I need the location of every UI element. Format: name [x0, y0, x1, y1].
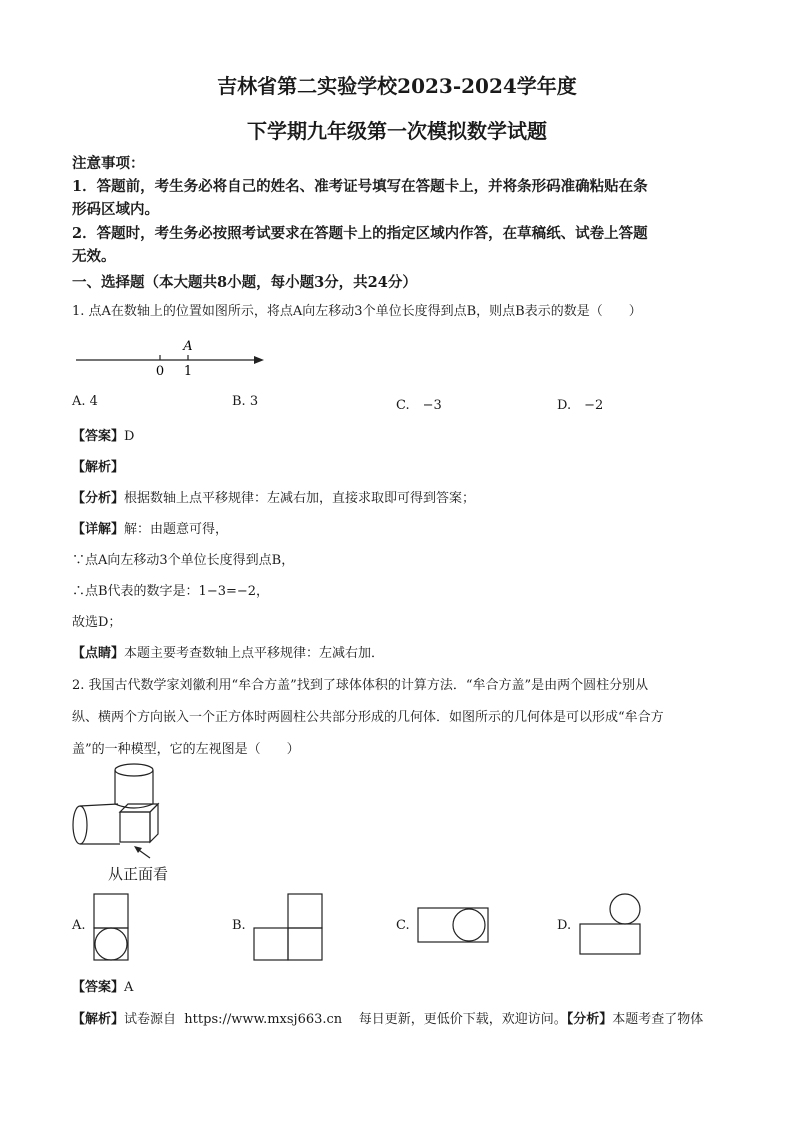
top-cylinder-ellipse [115, 764, 153, 776]
q1-therefore-line: ∴点B代表的数字是：1−3=−2， [72, 584, 270, 599]
q1-answer-value: D [124, 429, 135, 444]
q2-source-url[interactable]: https://www.mxsj663.cn [184, 1012, 343, 1027]
q2-source-text: 试卷源自 [124, 1012, 177, 1027]
cube-side-face [150, 804, 158, 842]
notice-item2-line2: 无效。 [72, 248, 116, 265]
tick-0-label: 0 [155, 364, 165, 379]
q2-analysis-tag: 【解析】 [72, 1012, 125, 1027]
page-subtitle: 下学期九年级第一次模拟数学试题 [247, 119, 547, 143]
q2-option-a-figure [92, 892, 132, 962]
q2-source-tail: 每日更新，更低价下载，欢迎访问。 [358, 1012, 567, 1027]
q1-xiangjie-text: 解：由题意可得， [124, 522, 229, 537]
q1-stem: 1. 点A在数轴上的位置如图所示，将点A向左移动3个单位长度得到点B，则点B表示的数是（ ） [72, 304, 642, 319]
section-heading: 一、选择题（本大题共8小题，每小题3分，共24分） [72, 274, 417, 291]
q2-option-d-figure [578, 892, 644, 958]
q1-option-c: C. −3 [396, 398, 442, 413]
q1-fenxi-tag: 【分析】 [72, 491, 125, 506]
q1-option-d: D. −2 [557, 398, 604, 413]
q1-dianjing-text: 本题主要考查数轴上点平移规律：左减右加． [124, 646, 385, 661]
q2-fenxi-start: 本题考查了物体 [612, 1012, 704, 1027]
notice-item2-line1: 2．答题时，考生务必按照考试要求在答题卡上的指定区域内作答，在草稿纸、试卷上答题 [72, 225, 648, 242]
q2-fenxi-tag: 【分析】 [566, 1012, 613, 1027]
q2-answer-value: A [124, 980, 134, 995]
q1-fenxi-text: 根据数轴上点平移规律：左减右加，直接求取即可得到答案； [124, 491, 476, 506]
point-a-label: A [183, 339, 193, 354]
q1-choose-line: 故选D； [72, 615, 122, 630]
q2-stem-line1: 2. 我国古代数学家刘徽利用“牟合方盖”找到了球体体积的计算方法．“牟合方盖”是由两个圆柱分别从 [72, 678, 649, 693]
side-cylinder-ellipse [73, 806, 87, 844]
q2-stem-line2: 纵、横两个方向嵌入一个正方体时两圆柱公共部分形成的几何体．如图所示的几何体是可以形成“牟合方 [72, 710, 664, 725]
q2-figure-caption: 从正面看 [108, 865, 169, 883]
q1-option-a: A. 4 [72, 394, 98, 409]
page-title: 吉林省第二实验学校2023-2024学年度 [217, 74, 577, 98]
q2-analysis-line [72, 1008, 703, 1027]
q1-answer [72, 425, 134, 444]
number-line-figure [72, 336, 272, 380]
q2-option-c-figure [416, 906, 492, 946]
tick-1-label: 1 [183, 364, 193, 379]
notice-heading: 注意事项： [72, 155, 145, 172]
q1-dianjing [72, 642, 384, 661]
q1-option-b: B. 3 [232, 394, 259, 409]
q1-analysis-tag: 【解析】 [72, 460, 125, 475]
q1-because-line: ∵点A向左移动3个单位长度得到点B， [72, 553, 295, 568]
notice-item1-line2: 形码区域内。 [72, 201, 159, 218]
q2-option-b-figure [252, 892, 324, 962]
q2-option-d-label: D. [557, 918, 572, 933]
cube-front-face [120, 812, 150, 842]
q1-xiangjie [72, 518, 228, 537]
q2-stem-line3: 盖”的一种模型，它的左视图是（ ） [72, 742, 300, 757]
q2-option-c-label: C. [396, 918, 410, 933]
q1-xiangjie-tag: 【详解】 [72, 522, 125, 537]
mouhe-fanggai-model-figure [70, 760, 180, 860]
q1-answer-tag: 【答案】 [72, 429, 125, 444]
q2-option-b-label: B. [232, 918, 246, 933]
notice-item1-line1: 1．答题前，考生务必将自己的姓名、准考证号填写在答题卡上，并将条形码准确粘贴在条 [72, 178, 648, 195]
q1-fenxi [72, 487, 475, 506]
q2-option-a-label: A. [72, 918, 86, 933]
number-line-arrow-icon [254, 356, 264, 364]
q2-answer-tag: 【答案】 [72, 980, 125, 995]
q1-dianjing-tag: 【点睛】 [72, 646, 125, 661]
q2-answer [72, 976, 133, 995]
